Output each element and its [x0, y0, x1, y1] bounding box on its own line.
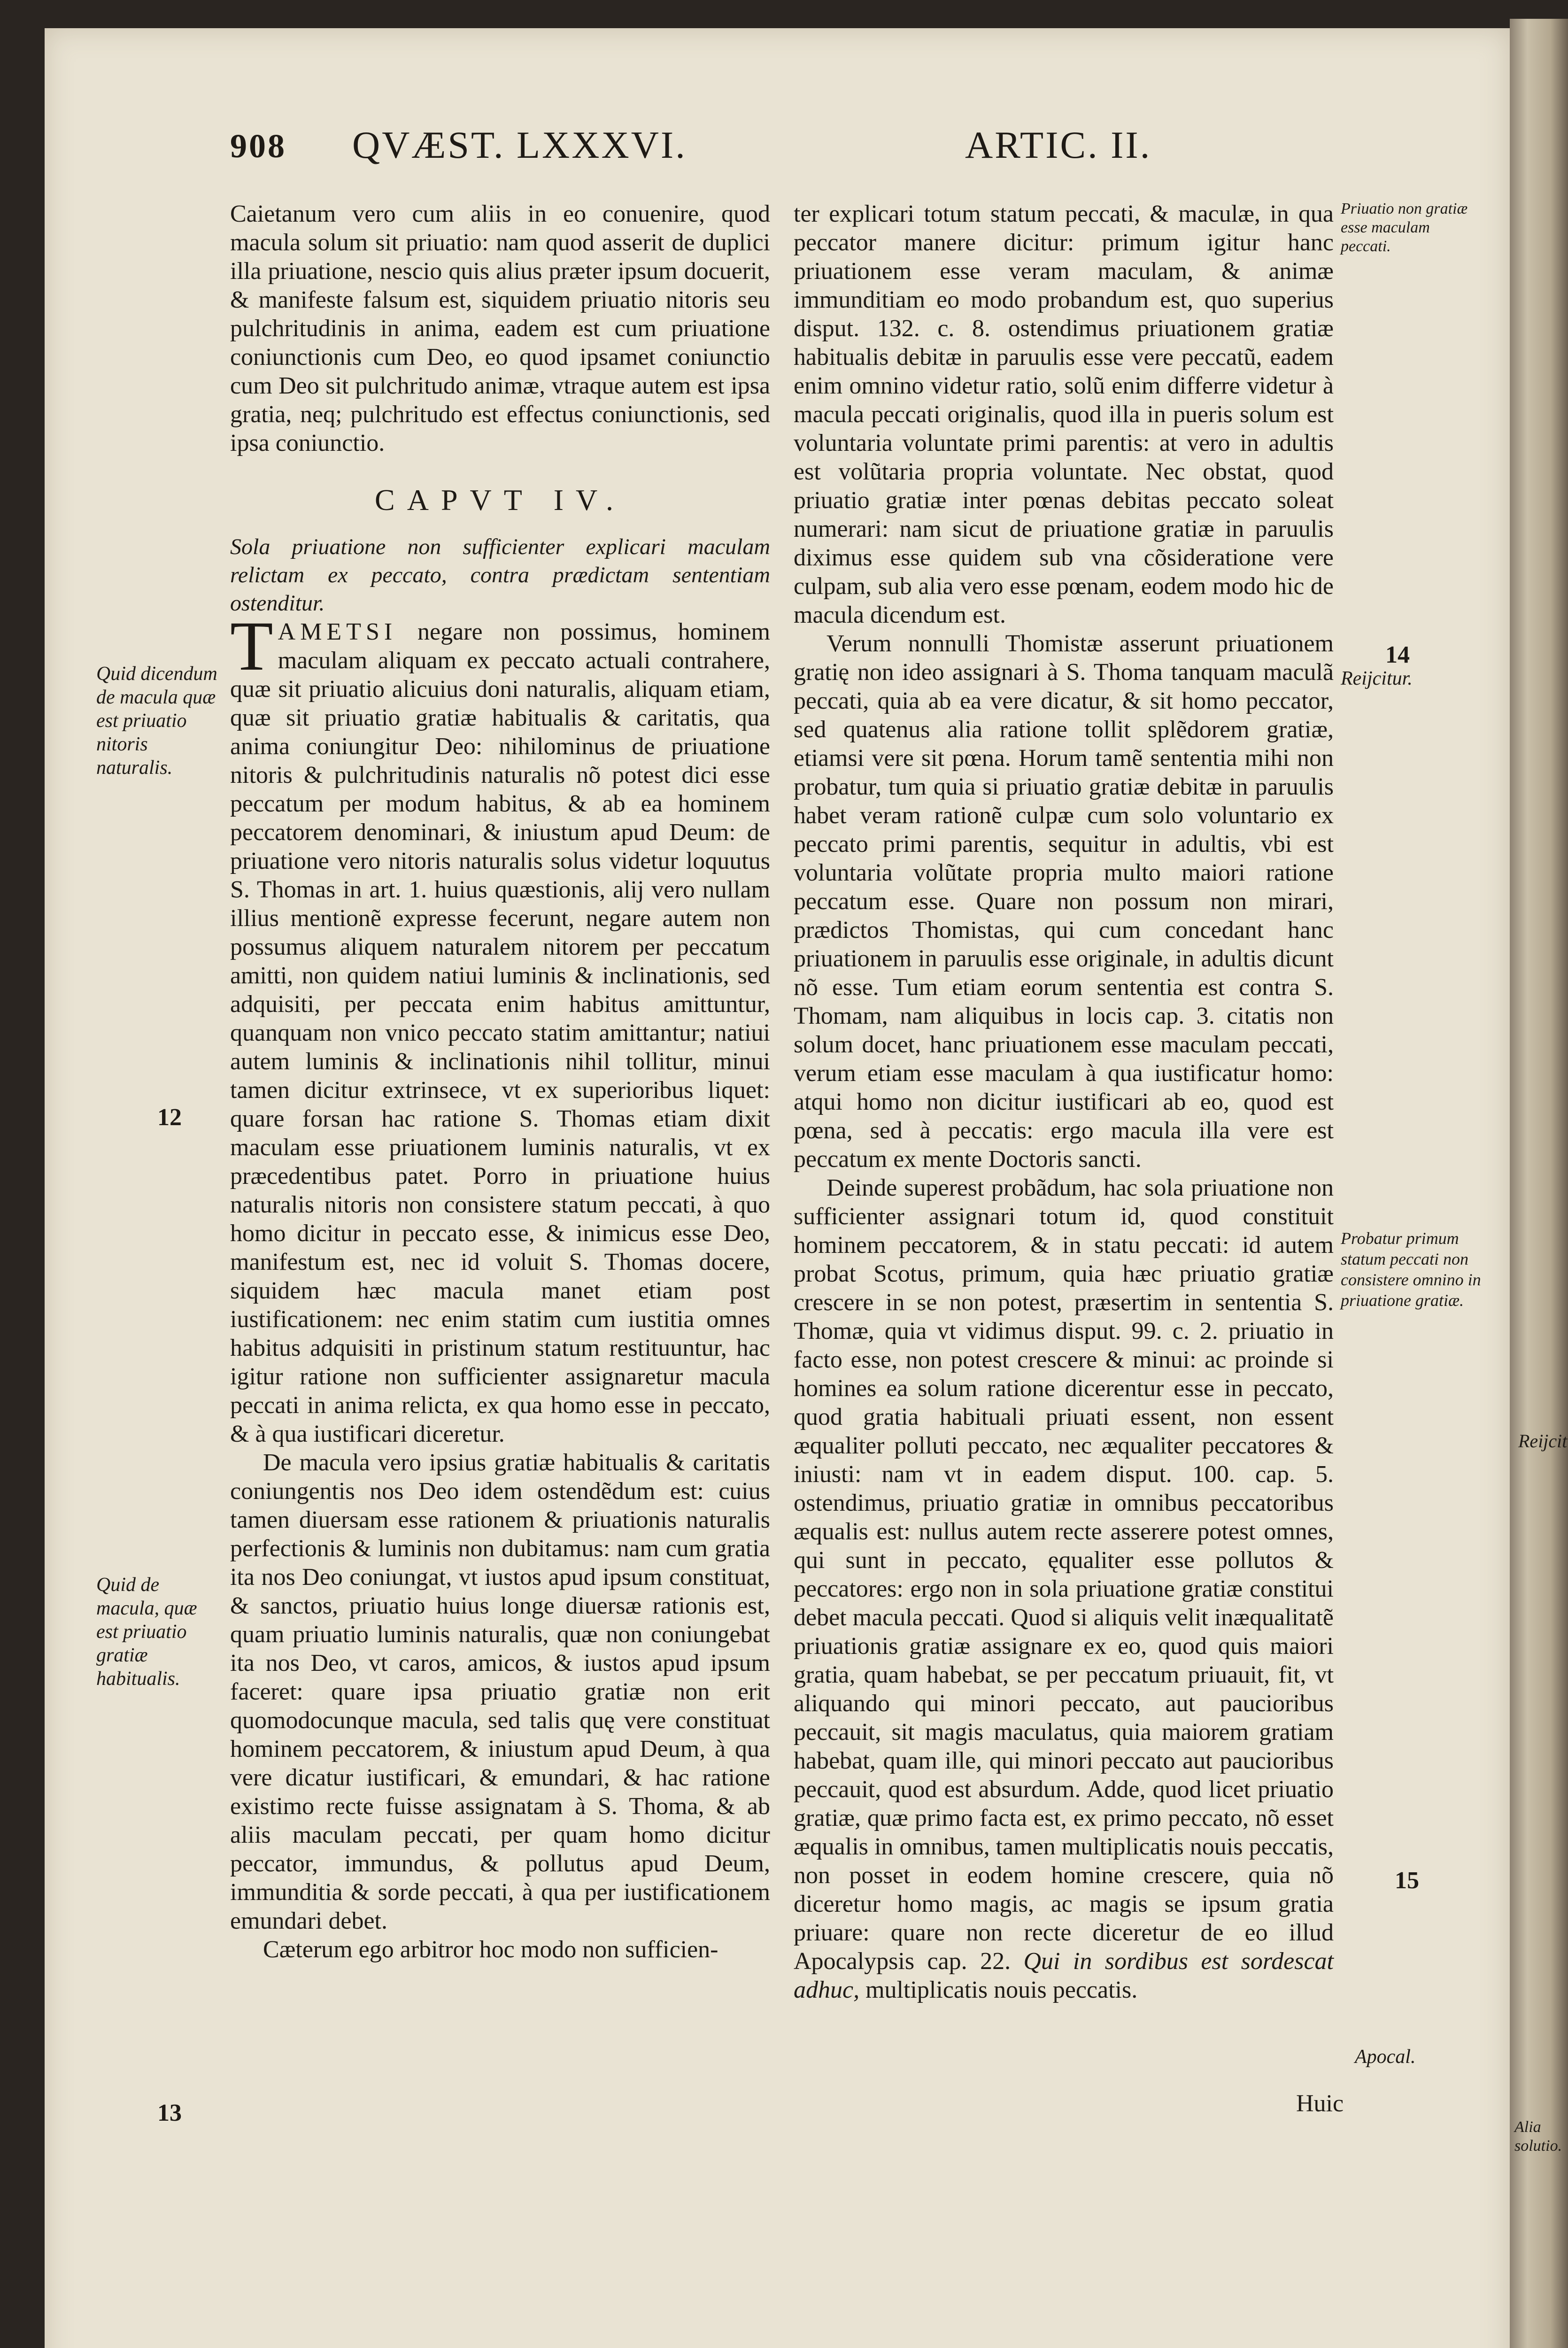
paragraph-deinde-end: multiplicatis nouis peccatis. [865, 1977, 1138, 2003]
paragraph-deinde [794, 1174, 1334, 2004]
chapter-summary: Sola priuatione non sufficienter explicari maculam relictam ex peccato, contra prædictam sententiam ostenditur. [230, 534, 770, 616]
apocalypse-quote: Qui in sordibus est sordescat adhuc, [794, 1948, 1334, 2003]
gutter-note-reicit: Reijcit [1518, 1430, 1568, 1452]
paragraph-verum: Verum nonnulli Thomistæ asserunt priuationem gratię non ideo assignari à S. Thoma tanquam maculã peccati, quia ab ea vere dicatur, & sit homo peccator, sed quatenus alia ratione tollit splẽdorem gratiæ, etiamsi vere sit pœna. Horum tamẽ sententia mihi non probatur, tum quia si priuatio gratiæ debitæ in paruulis habet veram rationẽ culpæ cum solo voluntario ex peccato primi parentis, sequitur in adultis, vbi est voluntaria volũtate propria multo maiori ratione peccatum esse. Quare non possum non mirari, prædictos Thomistas, qui cum concedant hanc priuationem in paruulis esse originale, in adultis dicunt nõ esse. Tum etiam eorum sententia est contra S. Thomam, nam aliquibus in locis cap. 3. citatis non solum docet, hanc priuationem esse maculam peccati, verum etiam esse maculam à qua iustificatur homo: atqui homo non dicitur iustificari ab eo, quod est pœna, sed à peccatis: ergo macula illa vere est peccatum ex mente Doctoris sancti. [794, 630, 1334, 1173]
paragraph-de-macula: De macula vero ipsius gratiæ habitualis & caritatis coniungentis nos Deo idem ostendẽdum est: cuius tamen diuersam esse rationem & priuationis naturalis perfectionis & luminis non dubitamus: nam cum gratia ita nos Deo coniungat, vt iustos apud ipsum constituat, & sanctos, priuatio huius longe diuersæ rationis est, quam priuatio luminis naturalis, quæ non coniungebat ita nos Deo, vt caros, amicos, & iustos apud ipsum faceret: quare ipsa priuatio gratiæ non erit quomodocunque macula, sed talis quę vere constituat hominem peccatorem, & iniustum apud Deum, à qua vere dicatur iustificari, & emundari, & hac ratione existimo recte fuisse assignatam à S. Thoma, & ab aliis maculam peccati, per quam homo dicitur peccator, immundus, & pollutus apud Deum, immunditia & sorde peccati, à qua per iustificationem emundari debet. [230, 1449, 770, 1934]
margin-note-nitor: Quid dicendum de macula quæ est priuatio nitoris naturalis. [96, 663, 217, 779]
catchword: Huic [1296, 2090, 1344, 2117]
page-number: 908 [230, 127, 286, 165]
drop-cap: T [230, 607, 273, 685]
margin-number-15: 15 [1395, 1867, 1419, 1894]
gutter-note-alia-solutio: Alia solutio. [1514, 2118, 1562, 2155]
left-column [230, 200, 770, 1964]
running-header [230, 123, 1348, 179]
intro-paragraph: Caietanum vero cum aliis in eo conuenire, quod macula solum sit priuatio: nam quod asserit de duplici illa priuatione, nescio quis alius præter ipsum docuerit, & manifeste falsum est, siquidem priuatio nitoris seu pulchritudinis in anima, eadem est cum priuatione coniunctionis cum Deo, eo quod ipsamet coniunctio cum Deo sit pulchritudo animæ, vtraque autem est ipsa gratia, neq; pulchritudo est effectus coniunctionis, sed ipsa coniunctio. [230, 201, 770, 456]
margin-note-reicitur: Reijcitur. [1341, 668, 1413, 689]
page-gutter [1510, 19, 1568, 2348]
right-column [794, 200, 1334, 2004]
paragraph-ceterum: Cæterum ego arbitror hoc modo non sufficien- [263, 1936, 718, 1963]
margin-number-14: 14 [1385, 641, 1410, 668]
paragraph-ametsi [230, 607, 770, 1448]
margin-number-13: 13 [157, 2100, 182, 2126]
margin-note-probatur: Probatur primum statum peccati non consistere omnino in priuatione gratiæ. [1341, 1229, 1481, 1310]
chapter-heading: CAPVT IV. [375, 483, 626, 517]
margin-note-apocal: Apocal. [1355, 2046, 1416, 2068]
margin-number-12: 12 [157, 1104, 182, 1131]
paragraph-ametsi-text: negare non possimus, hominem maculam aliquam ex peccato actuali contrahere, quæ sit priuatio alicuius doni naturalis, aliquam etiam, quæ sit priuatio gratiæ habitualis & caritatis, qua anima coniungitur Deo: nihilominus de priuatione nitoris & pulchritudinis naturalis nõ potest dici esse peccatum per modum habitus, & ab ea hominem peccatorem denominari, & iniustum apud Deum: de priuatione vero nitoris naturalis solus videtur loquutus S. Thomas in art. 1. huius quæstionis, alij vero nullam illius mentionẽ expresse fecerunt, negare autem non possumus aliquem naturalem nitorem per peccatum amitti, non quidem natiui luminis & inclinationis, sed adquisiti, per peccata enim habitus amittuntur, quanquam non vnico peccato statim amittantur; natiui autem luminis & inclinationis nihil tollitur, minui tamen dicitur extrinsece, vt ex superioribus liquet: quare forsan hac ratione S. Thomas etiam dixit maculam esse priuationem luminis naturalis, vt ex præcedentibus patet. Porro in priuatione huius naturalis nitoris non consistere statum peccati, à quo homo dicitur in peccato esse, & inimicus esse Deo, manifestum est, nec id voluit S. Thomas docere, siquidem hæc macula manet etiam post iustificationem: nec enim statim cum iustitia omnes habitus adquisiti in pristinum statum restituuntur, hac igitur ratione non sufficienter assignaretur macula peccati in anima relicta, ex qua homo esse in peccato, & à qua iustificari diceretur. [230, 618, 770, 1447]
question-title: QVÆST. LXXXVI. [352, 124, 687, 166]
first-word: AMETSI [278, 618, 397, 645]
article-title: ARTIC. II. [965, 124, 1152, 166]
margin-note-gratia: Quid de macula, quæ est priuatio gratiæ habitualis. [96, 1574, 197, 1690]
margin-note-priuatio: Priuatio non gratiæ esse maculam peccati. [1341, 200, 1468, 255]
paragraph-deinde-text: Deinde superest probãdum, hac sola priuatione non sufficienter assignari totum id, quod constituit hominem peccatorem, & in statu peccati: id autem probat Scotus, primum, quia hæc priuatio gratiæ crescere in se non potest, præsertim in sententia S. Thomæ, quia vt vidimus disput. 99. c. 2. priuatio in facto esse, non potest crescere & minui: ac proinde si homines ea solum ratione dicerentur esse in peccato, quod gratia habituali priuati essent, non essent æqualiter polluti peccato, nec æqualiter peccatores & iniusti: nam vt in eadem disput. 100. cap. 5. ostendimus, priuatio gratiæ in omnibus peccatoribus æqualis est: nullus autem recte asserere potest omnes, qui sunt in peccato, ęqualiter esse pollutos & peccatores: ergo non in sola priuatione gratiæ constitui debet macula peccati. Quod si aliquis velit inæqualitatẽ priuationis gratiæ assignare ex eo, quod quis maiori gratia, quam habebat, se per peccatum priuauit, fit, vt aliquando qui minori peccato, aut paucioribus peccauit, sit magis maculatus, quia maiorem gratiam habebat, quam ille, qui minori peccato aut paucioribus peccauit, quod est absurdum. Adde, quod licet priuatio gratiæ, quæ primo facta est, ex primo peccato, nõ esset æqualis in omnibus, tamen multiplicatis nouis peccatis, non posset in eodem homine crescere, quia nõ diceretur homo magis, ac magis se ipsum gratia priuare: quare non recte diceretur de eo illud Apocalypsis cap. 22. [794, 1174, 1334, 1975]
paragraph-ter-explicari: ter explicari totum statum peccati, & maculæ, in qua peccator manere dicitur: primum igitur hanc priuationem esse veram maculam, & animæ immunditiam eo modo probandum est, quo superius disput. 132. c. 8. ostendimus priuationem gratiæ habitualis debitæ in paruulis esse vere peccatũ, eadem enim omnino videtur ratio, solũ enim differre videtur à macula peccati originalis, quod illa in pueris solum est voluntaria voluntate primi parentis: at vero in adultis est volũtaria propria voluntate. Nec obstat, quod priuatio gratiæ inter pœnas debitas peccato soleat numerari: nam sicut de priuatione gratiæ in paruulis diximus esse quidem sub vna cõsideratione vere culpam, sub alia vero esse pœnam, eodem modo hic de macula dicendum est. [794, 201, 1334, 628]
